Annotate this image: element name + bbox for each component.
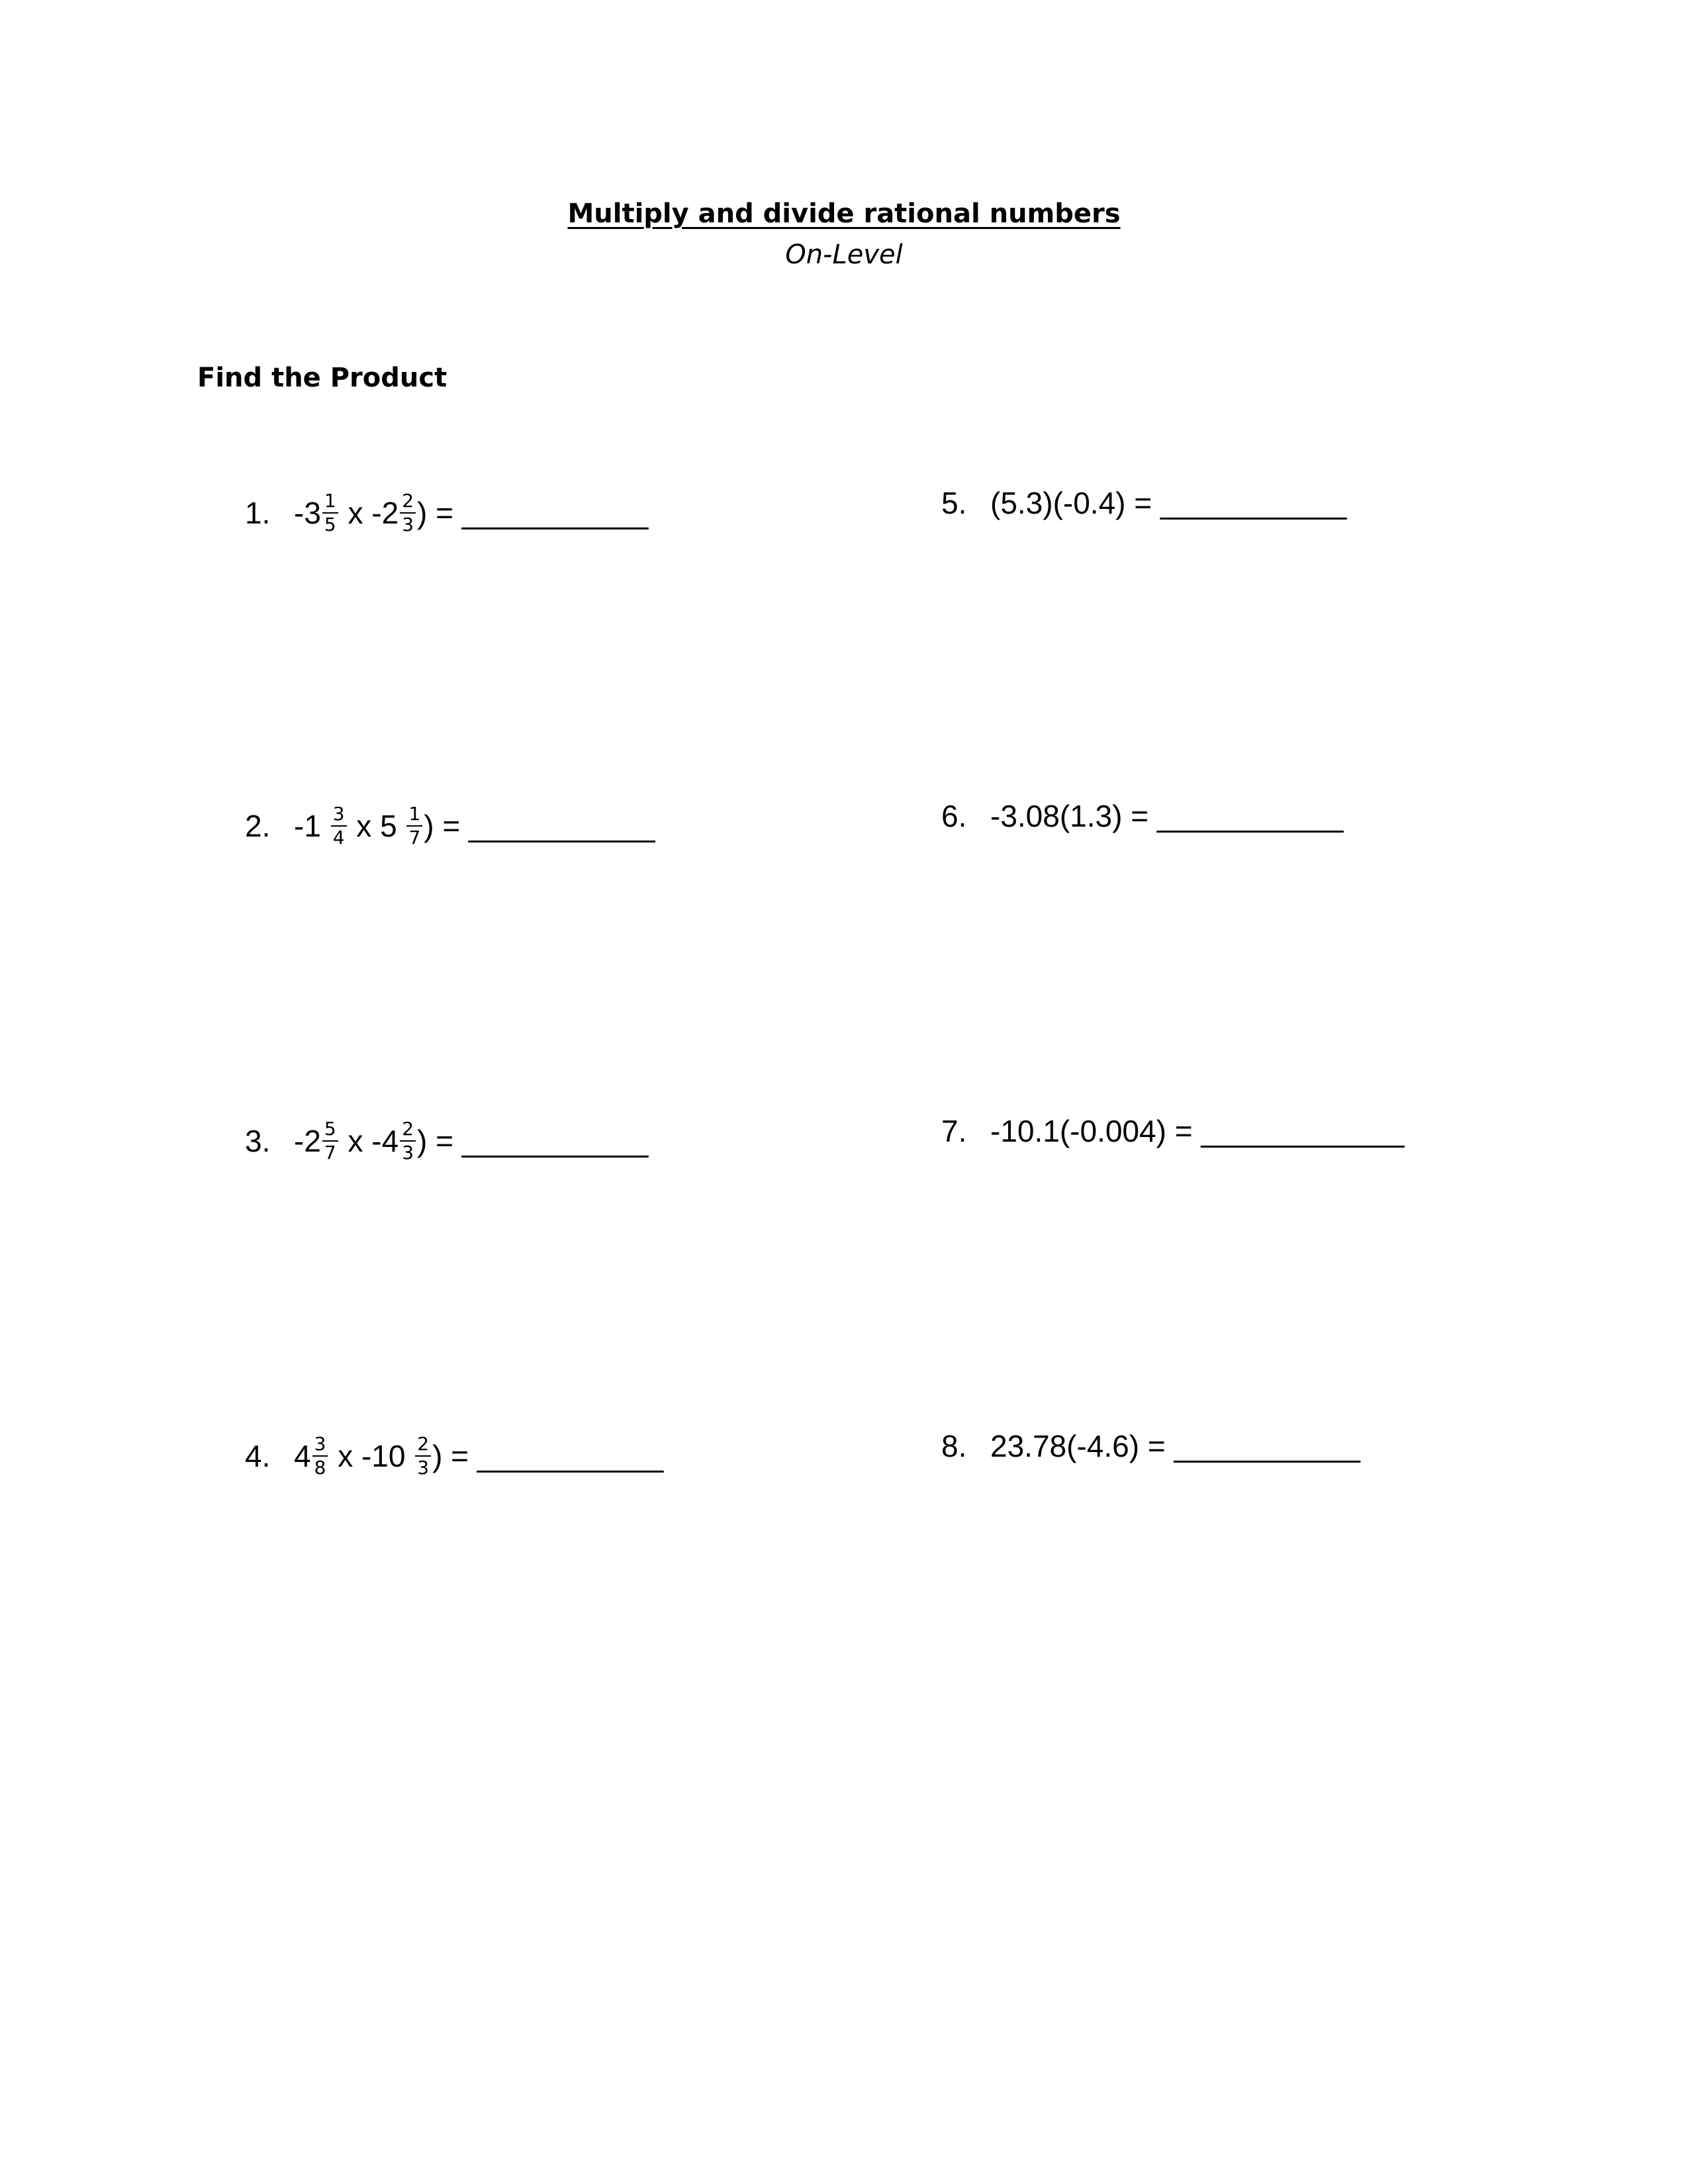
problem-number: 3. xyxy=(245,1124,271,1158)
answer-blank[interactable]: ___________ xyxy=(1174,1429,1360,1463)
numerator: 1 xyxy=(322,492,338,514)
fraction xyxy=(400,1120,416,1162)
whole-part: -2 xyxy=(294,1124,321,1158)
worksheet-title-text: Multiply and divide rational numbers xyxy=(567,199,1121,229)
fraction xyxy=(322,1120,338,1162)
answer-blank[interactable]: ___________ xyxy=(1160,486,1347,520)
section-heading: Find the Product xyxy=(197,363,447,393)
answer-blank[interactable]: ___________ xyxy=(477,1439,664,1473)
denominator: 7 xyxy=(324,1142,336,1163)
numerator: 5 xyxy=(322,1120,338,1142)
operator-text: x -2 xyxy=(339,496,399,530)
whole-part: -1 xyxy=(294,809,330,843)
whole-part: 4 xyxy=(294,1439,311,1473)
problem-number: 5. xyxy=(941,486,967,520)
whole-part: -3 xyxy=(294,496,321,530)
problem-expression xyxy=(294,1120,648,1162)
problem-expression: -10.1(-0.004) = xyxy=(990,1114,1201,1148)
operator-text: x 5 xyxy=(348,809,406,843)
problem-number: 2. xyxy=(245,809,271,843)
equals-text: ) = xyxy=(417,1124,462,1158)
problem-number: 8. xyxy=(941,1429,967,1463)
problem-8 xyxy=(941,1406,1360,1486)
answer-blank[interactable]: ___________ xyxy=(1156,799,1344,833)
numerator: 3 xyxy=(312,1435,328,1457)
numerator: 2 xyxy=(400,1120,416,1142)
denominator: 3 xyxy=(402,514,414,535)
problem-3 xyxy=(245,1101,648,1181)
fraction xyxy=(322,492,338,534)
numerator: 2 xyxy=(415,1435,431,1457)
fraction xyxy=(400,492,416,534)
answer-blank[interactable]: ___________ xyxy=(469,809,655,843)
equals-text: ) = xyxy=(424,809,469,843)
numerator: 1 xyxy=(406,805,422,827)
answer-blank[interactable]: ____________ xyxy=(1201,1114,1405,1148)
problem-5 xyxy=(941,463,1346,543)
denominator: 3 xyxy=(402,1142,414,1163)
operator-text: x -10 xyxy=(329,1439,414,1473)
fraction xyxy=(312,1435,328,1477)
problem-number: 4. xyxy=(245,1439,271,1473)
problem-expression: (5.3)(-0.4) = xyxy=(990,486,1160,520)
fraction xyxy=(406,805,422,847)
equals-text: ) = xyxy=(432,1439,477,1473)
problem-expression xyxy=(294,1435,663,1477)
denominator: 7 xyxy=(408,827,421,848)
denominator: 8 xyxy=(314,1457,326,1479)
answer-blank[interactable]: ___________ xyxy=(461,496,649,530)
numerator: 2 xyxy=(400,492,416,514)
problem-1 xyxy=(245,473,648,553)
equals-text: ) = xyxy=(417,496,462,530)
fraction xyxy=(331,805,347,847)
problem-expression xyxy=(294,492,648,534)
denominator: 4 xyxy=(332,827,345,848)
denominator: 3 xyxy=(417,1457,430,1479)
denominator: 5 xyxy=(324,514,336,535)
problem-number: 7. xyxy=(941,1114,967,1148)
problem-6 xyxy=(941,776,1343,856)
fraction xyxy=(415,1435,431,1477)
worksheet-title xyxy=(0,199,1688,229)
numerator: 3 xyxy=(331,805,347,827)
problem-expression xyxy=(294,805,655,847)
operator-text: x -4 xyxy=(339,1124,399,1158)
problem-expression: -3.08(1.3) = xyxy=(990,799,1157,833)
problem-number: 1. xyxy=(245,496,271,530)
answer-blank[interactable]: ___________ xyxy=(461,1124,649,1158)
problem-4 xyxy=(245,1416,663,1496)
problem-expression: 23.78(-4.6) = xyxy=(990,1429,1174,1463)
problem-2 xyxy=(245,786,655,866)
problem-number: 6. xyxy=(941,799,967,833)
worksheet-subtitle: On-Level xyxy=(785,240,903,270)
problem-7 xyxy=(941,1091,1404,1171)
